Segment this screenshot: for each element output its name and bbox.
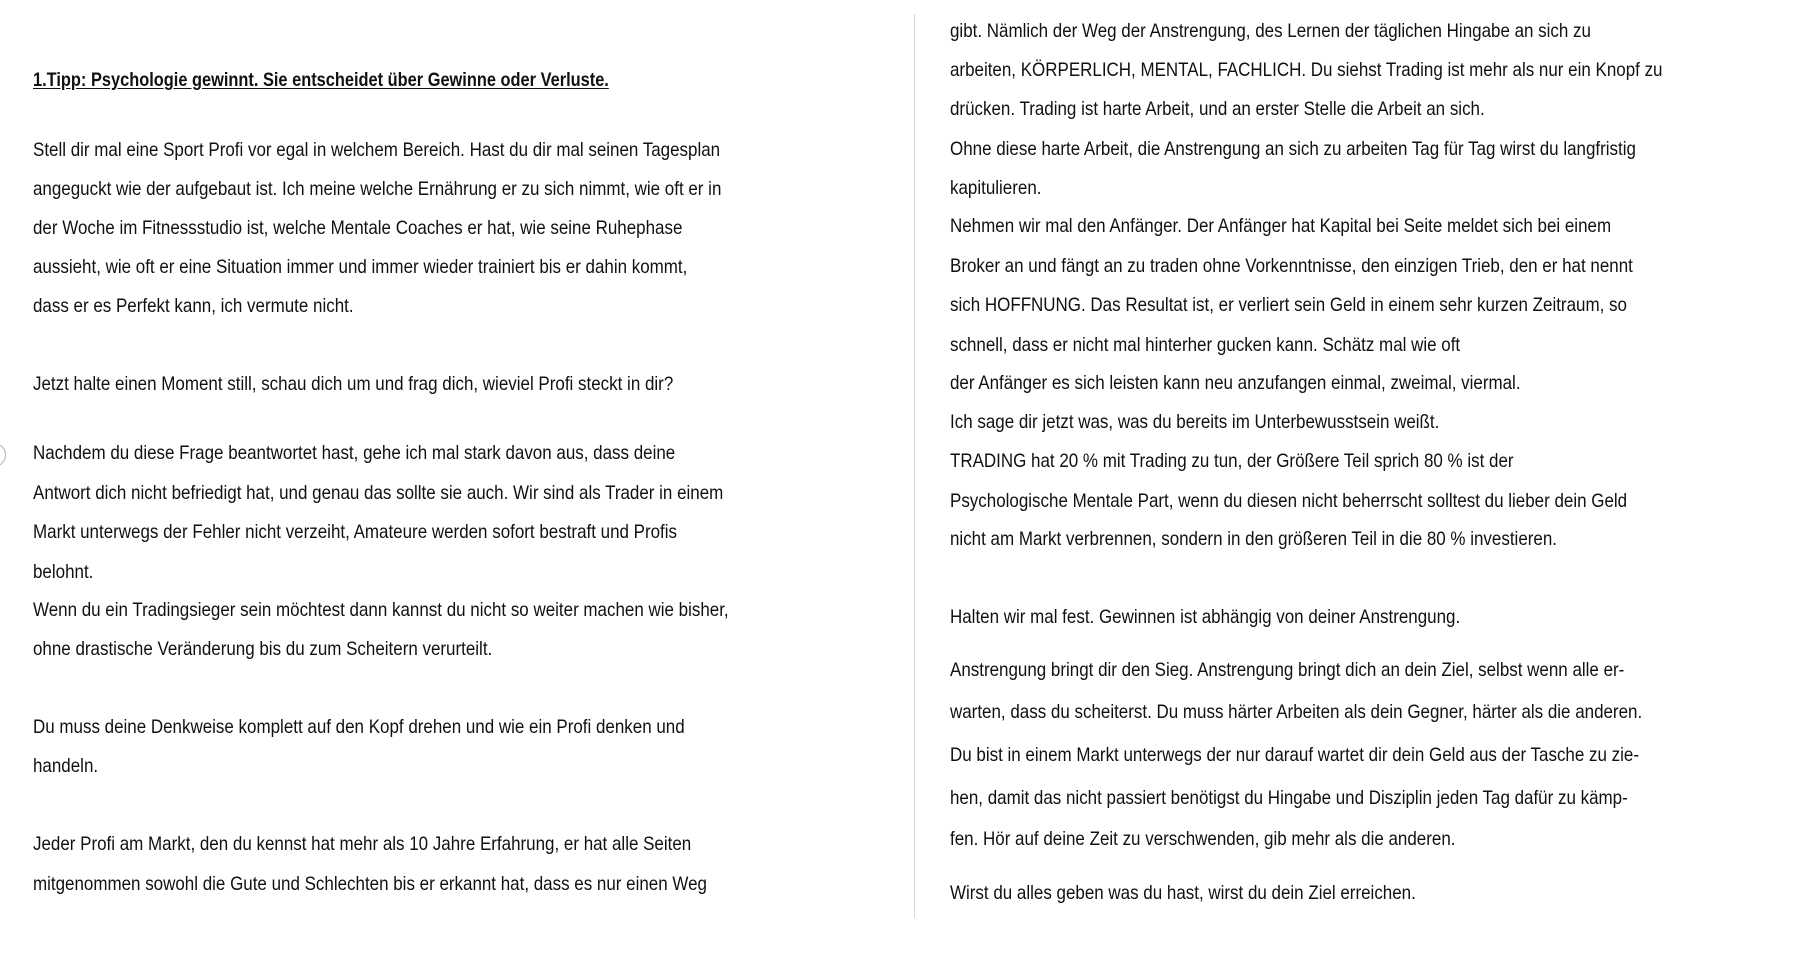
paragraph-line: Anstrengung bringt dir den Sieg. Anstrengung bringt dich an dein Ziel, selbst wenn alle er-: [950, 659, 1625, 681]
paragraph-line: aussieht, wie oft er eine Situation immer und immer wieder trainiert bis er dahin kommt,: [33, 256, 688, 278]
paragraph-line: sich HOFFNUNG. Das Resultat ist, er verliert sein Geld in einem sehr kurzen Zeitraum, so: [950, 294, 1627, 316]
paragraph-line: handeln.: [33, 755, 99, 777]
paragraph-line: Antwort dich nicht befriedigt hat, und genau das sollte sie auch. Wir sind als Trader in einem: [33, 482, 724, 504]
paragraph-line: ohne drastische Veränderung bis du zum Scheitern verurteilt.: [33, 638, 493, 660]
paragraph-line: Ich sage dir jetzt was, was du bereits im Unterbewusstsein weißt.: [950, 411, 1440, 433]
paragraph-line: gibt. Nämlich der Weg der Anstrengung, des Lernen der täglichen Hingabe an sich zu: [950, 20, 1591, 42]
paragraph-line: schnell, dass er nicht mal hinterher gucken kann. Schätz mal wie oft: [950, 334, 1461, 356]
paragraph-line: nicht am Markt verbrennen, sondern in den größeren Teil in die 80 % investieren.: [950, 528, 1557, 550]
paragraph-line: belohnt.: [33, 561, 94, 583]
paragraph-line: Wenn du ein Tradingsieger sein möchtest dann kannst du nicht so weiter machen wie bisher,: [33, 599, 729, 621]
comment-marker-icon[interactable]: [0, 443, 6, 467]
paragraph-line: Ohne diese harte Arbeit, die Anstrengung an sich zu arbeiten Tag für Tag wirst du langfristig: [950, 138, 1636, 160]
paragraph-line: Du muss deine Denkweise komplett auf den Kopf drehen und wie ein Profi denken und: [33, 716, 685, 738]
paragraph-line: drücken. Trading ist harte Arbeit, und an erster Stelle die Arbeit an sich.: [950, 98, 1485, 120]
paragraph-line: Jetzt halte einen Moment still, schau dich um und frag dich, wieviel Profi steckt in dir?: [33, 373, 674, 395]
paragraph-line: Halten wir mal fest. Gewinnen ist abhängig von deiner Anstrengung.: [950, 606, 1461, 628]
paragraph-line: mitgenommen sowohl die Gute und Schlechten bis er erkannt hat, dass es nur einen Weg: [33, 873, 707, 895]
paragraph-line: Jeder Profi am Markt, den du kennst hat mehr als 10 Jahre Erfahrung, er hat alle Seiten: [33, 833, 692, 855]
paragraph-line: Psychologische Mentale Part, wenn du diesen nicht beherrscht solltest du lieber dein Geld: [950, 490, 1628, 512]
paragraph-line: der Woche im Fitnessstudio ist, welche Mentale Coaches er hat, wie seine Ruhephase: [33, 217, 683, 239]
paragraph-line: angeguckt wie der aufgebaut ist. Ich meine welche Ernährung er zu sich nimmt, wie oft er in: [33, 178, 722, 200]
page-divider: [914, 14, 915, 918]
paragraph-line: der Anfänger es sich leisten kann neu anzufangen einmal, zweimal, viermal.: [950, 372, 1521, 394]
paragraph-line: Nehmen wir mal den Anfänger. Der Anfänger hat Kapital bei Seite meldet sich bei einem: [950, 215, 1612, 237]
paragraph-line: Broker an und fängt an zu traden ohne Vorkenntnisse, den einzigen Trieb, den er hat nennt: [950, 255, 1633, 277]
paragraph-line: Nachdem du diese Frage beantwortet hast, gehe ich mal stark davon aus, dass deine: [33, 442, 676, 464]
paragraph-line: Du bist in einem Markt unterwegs der nur darauf wartet dir dein Geld aus der Tasche zu zie-: [950, 744, 1639, 766]
paragraph-line: Markt unterwegs der Fehler nicht verzeiht, Amateure werden sofort bestraft und Profis: [33, 521, 678, 543]
paragraph-line: dass er es Perfekt kann, ich vermute nicht.: [33, 295, 354, 317]
paragraph-line: warten, dass du scheiterst. Du muss härter Arbeiten als dein Gegner, härter als die anderen.: [950, 701, 1643, 723]
paragraph-line: arbeiten, KÖRPERLICH, MENTAL, FACHLICH. Du siehst Trading ist mehr als nur ein Knopf zu: [950, 59, 1663, 81]
section-heading: 1.Tipp: Psychologie gewinnt. Sie entscheidet über Gewinne oder Verluste.: [33, 69, 609, 91]
paragraph-line: fen. Hör auf deine Zeit zu verschwenden, gib mehr als die anderen.: [950, 828, 1456, 850]
paragraph-line: hen, damit das nicht passiert benötigst du Hingabe und Disziplin jeden Tag dafür zu kämp-: [950, 787, 1628, 809]
paragraph-line: kapitulieren.: [950, 177, 1042, 199]
paragraph-line: TRADING hat 20 % mit Trading zu tun, der Größere Teil sprich 80 % ist der: [950, 450, 1514, 472]
paragraph-line: Wirst du alles geben was du hast, wirst du dein Ziel erreichen.: [950, 882, 1416, 904]
paragraph-line: Stell dir mal eine Sport Profi vor egal in welchem Bereich. Hast du dir mal seinen Tagesplan: [33, 139, 721, 161]
